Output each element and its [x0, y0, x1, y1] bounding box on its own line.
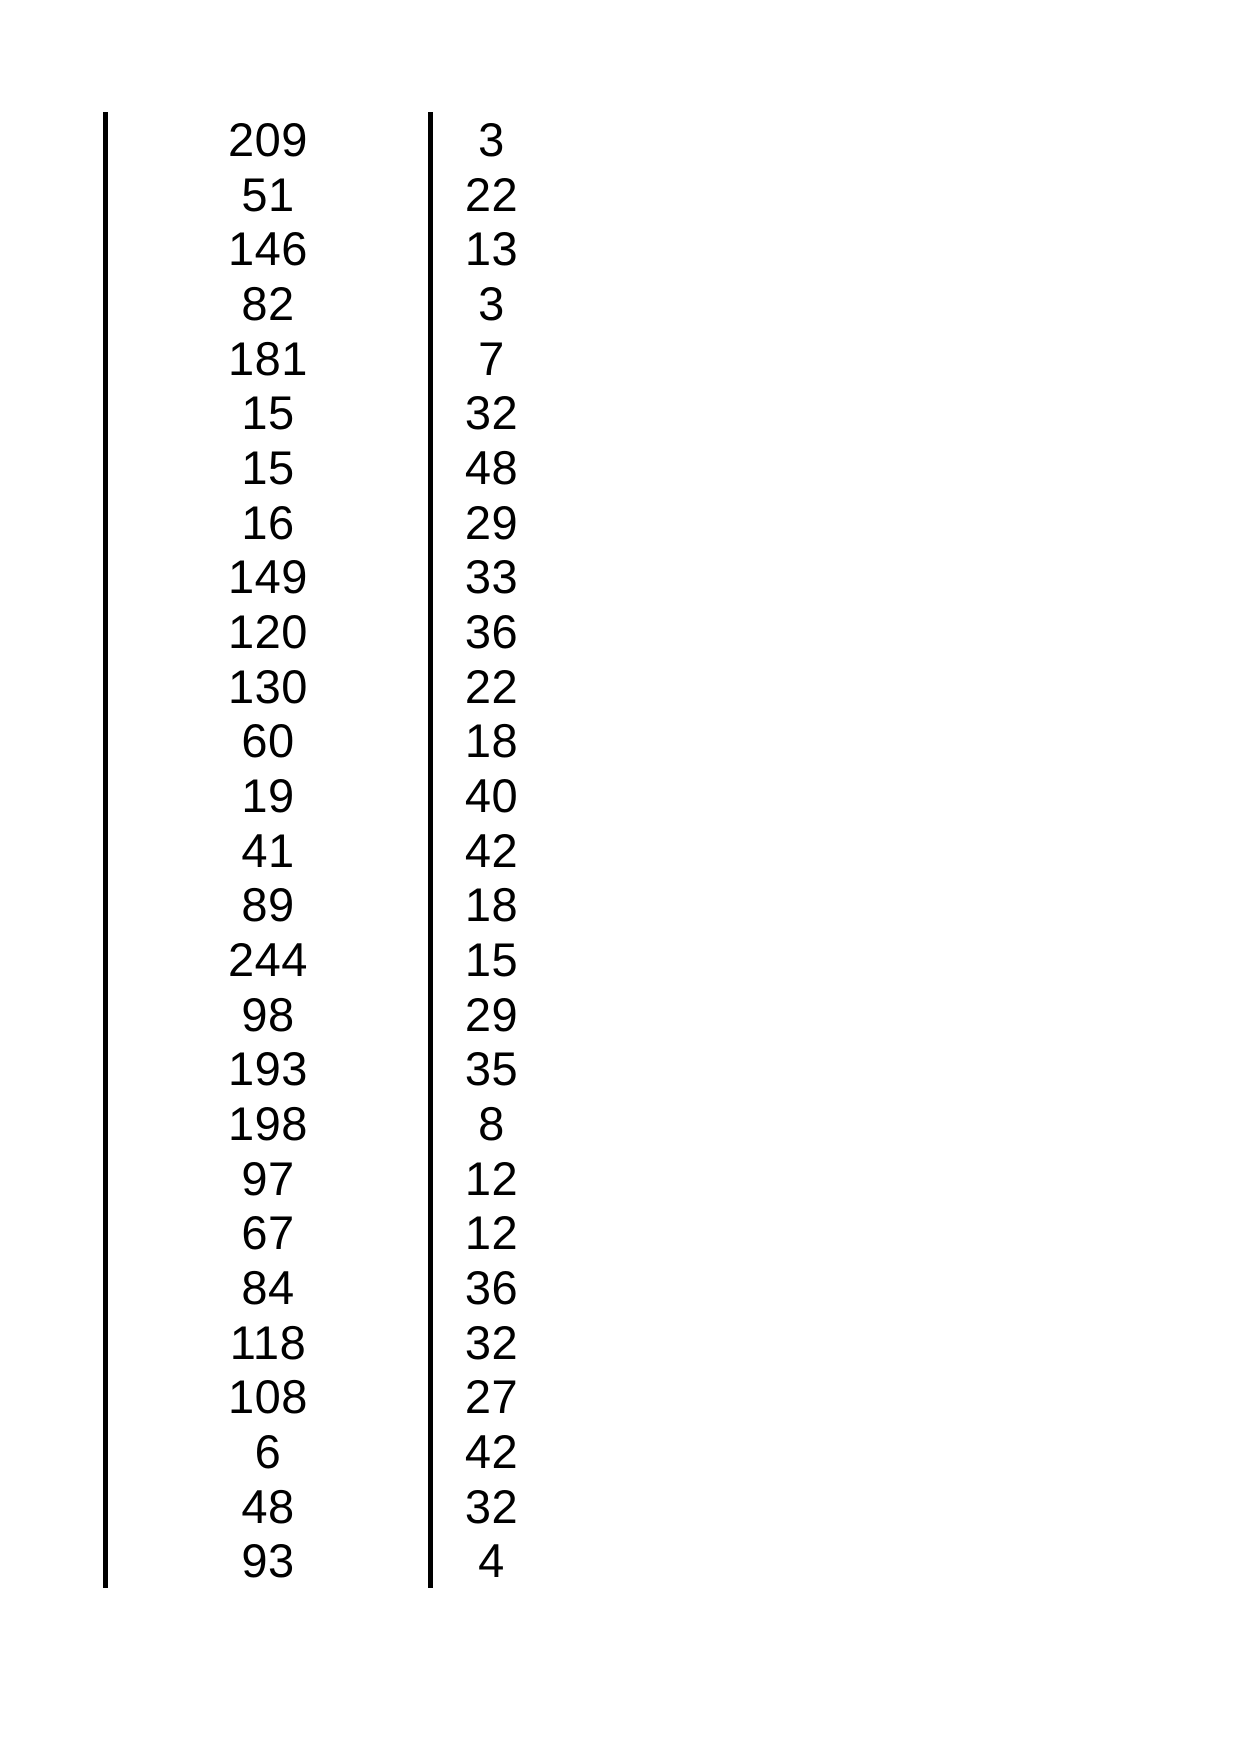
table-cell: 209 — [228, 112, 308, 166]
table-cell: 3 — [478, 112, 505, 166]
table-cell: 36 — [464, 1260, 519, 1314]
table-cell: 32 — [464, 1479, 519, 1533]
table-cell: 244 — [228, 932, 308, 986]
table-cell: 60 — [241, 714, 295, 768]
table-cell: 48 — [241, 1479, 295, 1533]
table-cell: 19 — [241, 768, 295, 822]
table-cell: 36 — [464, 604, 519, 658]
table-cell: 29 — [464, 495, 519, 549]
table-cell: 15 — [241, 440, 295, 494]
table-cell: 6 — [254, 1424, 282, 1478]
table-cell: 32 — [464, 386, 519, 440]
table-cell: 98 — [241, 987, 295, 1041]
table-cell: 8 — [478, 1096, 505, 1150]
table-cell: 97 — [241, 1151, 295, 1205]
table-column-1 — [103, 112, 428, 1588]
table-cell: 146 — [228, 222, 308, 276]
table-column-2 — [428, 112, 550, 1588]
table-cell: 12 — [464, 1151, 519, 1205]
table-cell: 41 — [241, 823, 295, 877]
table-cell: 84 — [241, 1260, 295, 1314]
table-cell: 108 — [228, 1370, 308, 1424]
table-cell: 4 — [478, 1534, 505, 1588]
table-cell: 48 — [464, 440, 519, 494]
table-cell: 22 — [464, 659, 519, 713]
table-cell: 16 — [241, 495, 295, 549]
table-cell: 40 — [464, 768, 519, 822]
table-cell: 198 — [228, 1096, 308, 1150]
table-cell: 15 — [241, 386, 295, 440]
table-cell: 82 — [241, 276, 295, 330]
table-cell: 118 — [229, 1315, 307, 1369]
table-cell: 149 — [228, 550, 308, 604]
table-cell: 42 — [464, 1424, 519, 1478]
table-cell: 89 — [241, 878, 295, 932]
table-cell: 35 — [464, 1042, 519, 1096]
table-cell: 93 — [241, 1534, 295, 1588]
table-cell: 120 — [228, 604, 308, 658]
table-cell: 7 — [478, 331, 505, 385]
table-cell: 13 — [464, 222, 519, 276]
table-cell: 193 — [228, 1042, 308, 1096]
number-table — [103, 112, 550, 1588]
table-cell: 15 — [464, 932, 519, 986]
table-cell: 18 — [464, 714, 519, 768]
table-cell: 67 — [241, 1206, 295, 1260]
table-cell: 29 — [464, 987, 519, 1041]
table-cell: 181 — [228, 331, 308, 385]
table-cell: 18 — [464, 878, 519, 932]
table-cell: 130 — [228, 659, 308, 713]
table-cell: 33 — [464, 550, 519, 604]
table-cell: 51 — [241, 167, 295, 221]
table-cell: 22 — [464, 167, 519, 221]
table-cell: 27 — [464, 1370, 519, 1424]
table-cell: 12 — [464, 1206, 519, 1260]
table-cell: 3 — [478, 276, 505, 330]
table-cell: 32 — [464, 1315, 519, 1369]
table-cell: 42 — [464, 823, 519, 877]
